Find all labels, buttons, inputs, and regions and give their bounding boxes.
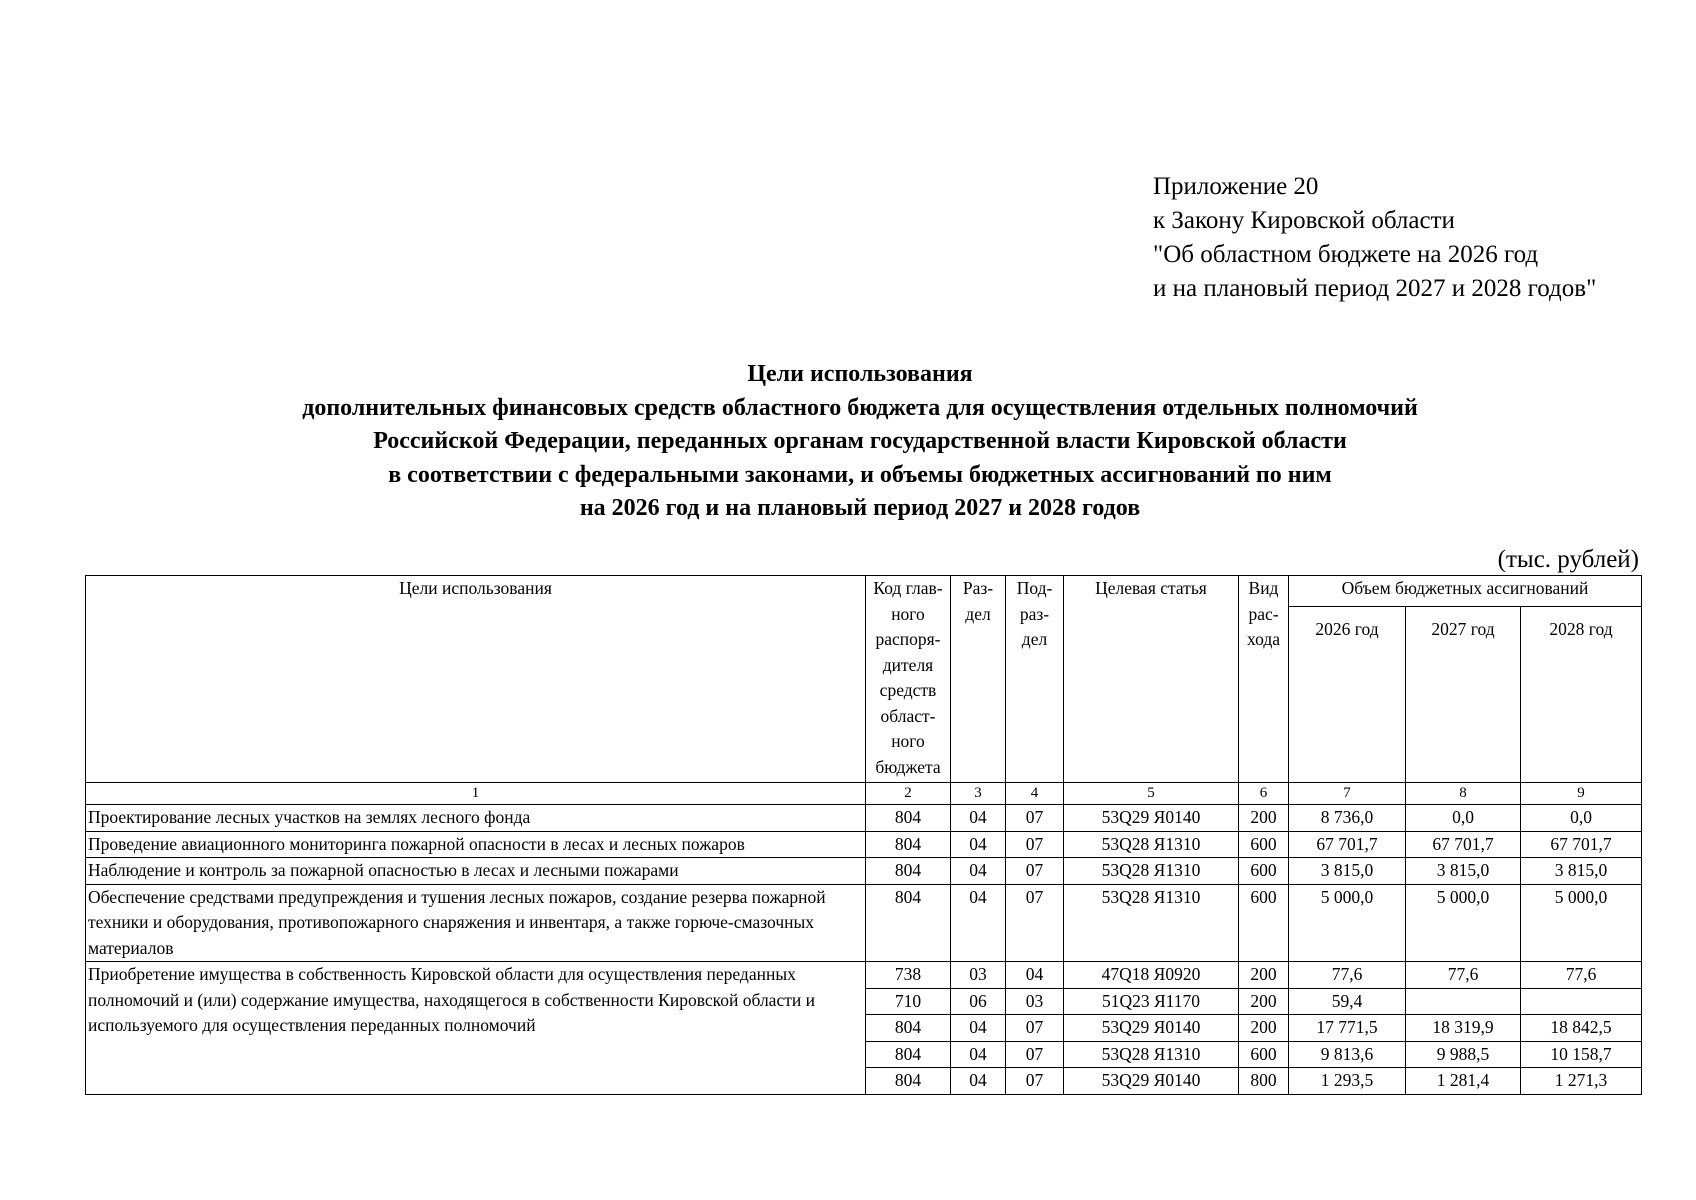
section-cell: 04 xyxy=(951,1068,1006,1095)
subsection-cell: 07 xyxy=(1006,831,1064,858)
units-label: (тыс. рублей) xyxy=(1497,546,1639,573)
admin-code-cell: 804 xyxy=(866,1015,951,1042)
amount-2026-cell: 17 771,5 xyxy=(1289,1015,1406,1042)
section-cell: 04 xyxy=(951,831,1006,858)
amount-2027-cell: 67 701,7 xyxy=(1406,831,1521,858)
column-number: 3 xyxy=(951,783,1006,805)
goal-cell: Проведение авиационного мониторинга пожарной опасности в лесах и лесных пожаров xyxy=(86,831,866,858)
budget-table xyxy=(85,575,1642,1095)
appendix-reference xyxy=(1153,170,1596,306)
amount-2028-cell: 3 815,0 xyxy=(1521,858,1642,885)
table-row xyxy=(86,805,1642,832)
amount-2028-cell: 1 271,3 xyxy=(1521,1068,1642,1095)
amount-2028-cell: 10 158,7 xyxy=(1521,1041,1642,1068)
article-cell: 53Q29 Я0140 xyxy=(1064,1015,1239,1042)
header-expense-type: Вид рас-хода xyxy=(1239,576,1289,783)
amount-2027-cell: 3 815,0 xyxy=(1406,858,1521,885)
article-cell: 53Q28 Я1310 xyxy=(1064,1041,1239,1068)
header-year-2027: 2027 год xyxy=(1406,607,1521,783)
subsection-cell: 07 xyxy=(1006,884,1064,962)
amount-2028-cell: 77,6 xyxy=(1521,962,1642,989)
column-number: 8 xyxy=(1406,783,1521,805)
column-number: 1 xyxy=(86,783,866,805)
subsection-cell: 03 xyxy=(1006,988,1064,1015)
header-year-2026: 2026 год xyxy=(1289,607,1406,783)
subsection-cell: 07 xyxy=(1006,1041,1064,1068)
amount-2028-cell xyxy=(1521,988,1642,1015)
column-number: 5 xyxy=(1064,783,1239,805)
title-line: на 2026 год и на плановый период 2027 и 2028 годов xyxy=(579,495,1141,521)
column-number: 7 xyxy=(1289,783,1406,805)
amount-2027-cell: 77,6 xyxy=(1406,962,1521,989)
expense-type-cell: 800 xyxy=(1239,1068,1289,1095)
header-goal: Цели использования xyxy=(86,576,866,783)
section-cell: 03 xyxy=(951,962,1006,989)
article-cell: 51Q23 Я1170 xyxy=(1064,988,1239,1015)
admin-code-cell: 804 xyxy=(866,858,951,885)
admin-code-cell: 804 xyxy=(866,1068,951,1095)
amount-2027-cell: 0,0 xyxy=(1406,805,1521,832)
amount-2026-cell: 3 815,0 xyxy=(1289,858,1406,885)
expense-type-cell: 200 xyxy=(1239,1015,1289,1042)
expense-type-cell: 200 xyxy=(1239,805,1289,832)
amount-2026-cell: 9 813,6 xyxy=(1289,1041,1406,1068)
header-article: Целевая статья xyxy=(1064,576,1239,783)
amount-2028-cell: 5 000,0 xyxy=(1521,884,1642,962)
goal-cell: Проектирование лесных участков на землях лесного фонда xyxy=(86,805,866,832)
table-row xyxy=(86,831,1642,858)
column-number: 2 xyxy=(866,783,951,805)
document-title xyxy=(80,358,1640,526)
amount-2026-cell: 5 000,0 xyxy=(1289,884,1406,962)
amount-2027-cell: 5 000,0 xyxy=(1406,884,1521,962)
goal-cell: Приобретение имущества в собственность Кировской области для осуществления переданных полномочий и (или) содержание имущества, находящегося в собственности Кировской области и используемого для осуществления переданных полномочий xyxy=(86,962,866,1095)
article-cell: 53Q28 Я1310 xyxy=(1064,858,1239,885)
amount-2027-cell: 1 281,4 xyxy=(1406,1068,1521,1095)
amount-2027-cell: 9 988,5 xyxy=(1406,1041,1521,1068)
column-number-row xyxy=(86,783,1642,805)
amount-2027-cell xyxy=(1406,988,1521,1015)
expense-type-cell: 600 xyxy=(1239,831,1289,858)
goal-cell: Обеспечение средствами предупреждения и тушения лесных пожаров, создание резерва пожарной техники и оборудования, противопожарного снаряжения и инвентаря, а также горюче-смазочных материалов xyxy=(86,884,866,962)
article-cell: 53Q29 Я0140 xyxy=(1064,1068,1239,1095)
subsection-cell: 07 xyxy=(1006,805,1064,832)
appendix-line: Приложение 20 xyxy=(1153,173,1319,200)
table-row xyxy=(86,962,1642,989)
admin-code-cell: 804 xyxy=(866,831,951,858)
header-volume: Объем бюджетных ассигнований xyxy=(1289,576,1642,607)
admin-code-cell: 804 xyxy=(866,805,951,832)
appendix-line: и на плановый период 2027 и 2028 годов" xyxy=(1153,275,1597,302)
article-cell: 53Q29 Я0140 xyxy=(1064,805,1239,832)
title-line: дополнительных финансовых средств областного бюджета для осуществления отдельных полномочий xyxy=(302,394,1418,421)
amount-2028-cell: 0,0 xyxy=(1521,805,1642,832)
amount-2026-cell: 77,6 xyxy=(1289,962,1406,989)
expense-type-cell: 600 xyxy=(1239,884,1289,962)
section-cell: 06 xyxy=(951,988,1006,1015)
column-number: 4 xyxy=(1006,783,1064,805)
header-subsection: Под-раз-дел xyxy=(1006,576,1064,783)
section-cell: 04 xyxy=(951,884,1006,962)
amount-2026-cell: 59,4 xyxy=(1289,988,1406,1015)
amount-2026-cell: 67 701,7 xyxy=(1289,831,1406,858)
appendix-line: "Об областном бюджете на 2026 год xyxy=(1153,241,1539,268)
column-number: 6 xyxy=(1239,783,1289,805)
subsection-cell: 07 xyxy=(1006,1015,1064,1042)
expense-type-cell: 200 xyxy=(1239,988,1289,1015)
amount-2026-cell: 1 293,5 xyxy=(1289,1068,1406,1095)
expense-type-cell: 200 xyxy=(1239,962,1289,989)
title-line: Российской Федерации, переданных органам государственной власти Кировской области xyxy=(373,428,1347,454)
section-cell: 04 xyxy=(951,1041,1006,1068)
admin-code-cell: 804 xyxy=(866,884,951,962)
section-cell: 04 xyxy=(951,805,1006,832)
amount-2027-cell: 18 319,9 xyxy=(1406,1015,1521,1042)
subsection-cell: 04 xyxy=(1006,962,1064,989)
subsection-cell: 07 xyxy=(1006,858,1064,885)
subsection-cell: 07 xyxy=(1006,1068,1064,1095)
admin-code-cell: 804 xyxy=(866,1041,951,1068)
table-row xyxy=(86,884,1642,962)
expense-type-cell: 600 xyxy=(1239,1041,1289,1068)
header-section: Раз-дел xyxy=(951,576,1006,783)
table-row xyxy=(86,858,1642,885)
section-cell: 04 xyxy=(951,858,1006,885)
appendix-line: к Закону Кировской области xyxy=(1153,207,1455,234)
title-line: Цели использования xyxy=(747,361,973,387)
column-number: 9 xyxy=(1521,783,1642,805)
header-year-2028: 2028 год xyxy=(1521,607,1642,783)
expense-type-cell: 600 xyxy=(1239,858,1289,885)
amount-2026-cell: 8 736,0 xyxy=(1289,805,1406,832)
amount-2028-cell: 67 701,7 xyxy=(1521,831,1642,858)
goal-cell: Наблюдение и контроль за пожарной опасностью в лесах и лесными пожарами xyxy=(86,858,866,885)
section-cell: 04 xyxy=(951,1015,1006,1042)
header-admin-code: Код глав-ного распоря-дителя средств област-ного бюджета xyxy=(866,576,951,783)
admin-code-cell: 738 xyxy=(866,962,951,989)
article-cell: 47Q18 Я0920 xyxy=(1064,962,1239,989)
admin-code-cell: 710 xyxy=(866,988,951,1015)
article-cell: 53Q28 Я1310 xyxy=(1064,884,1239,962)
article-cell: 53Q28 Я1310 xyxy=(1064,831,1239,858)
amount-2028-cell: 18 842,5 xyxy=(1521,1015,1642,1042)
title-line: в соответствии с федеральными законами, и объемы бюджетных ассигнований по ним xyxy=(388,461,1332,488)
